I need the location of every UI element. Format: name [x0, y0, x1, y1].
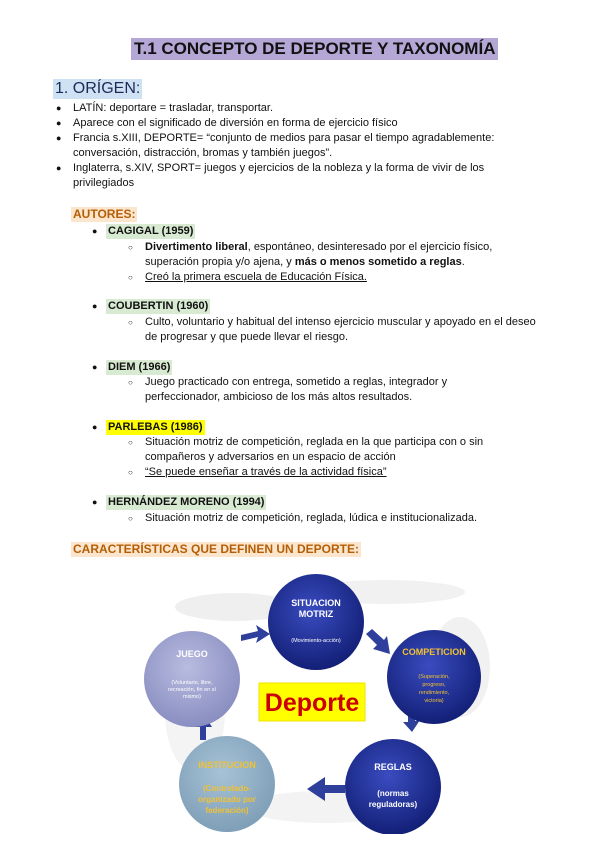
svg-text:(Controlado-: (Controlado- [203, 784, 251, 793]
sport-characteristics-diagram [140, 572, 500, 834]
bullet: ○ [128, 438, 133, 447]
cagigal-definition: Divertimento liberal, espontáneo, desinteresado por el ejercicio físico, superación propia y/o ajena, y más o menos sometido a reglas. [145, 241, 493, 268]
center-deporte-label [259, 683, 365, 721]
author-parlebas: PARLEBAS (1986) [108, 421, 203, 433]
svg-text:(Movimiento-acción): (Movimiento-acción) [291, 638, 341, 644]
svg-text:(Voluntario, libre,: (Voluntario, libre, [171, 680, 213, 686]
list-item: ● Aparece con el significado de diversión en forma de ejercicio físico [56, 117, 398, 129]
node-competicion [387, 630, 481, 724]
svg-text:(Superación,: (Superación, [418, 674, 450, 680]
svg-text:reguladoras): reguladoras) [368, 800, 418, 809]
author-cagigal: CAGIGAL (1959) [108, 225, 194, 237]
bullet: ● [56, 118, 62, 128]
parlebas-definition: Situación motriz de competición, reglada en la que participa con o sin compañeros y adversarios en un espacio de acción [145, 436, 484, 463]
bullet: ○ [128, 468, 133, 477]
svg-text:progreso,: progreso, [422, 682, 446, 688]
svg-text:JUEGO: JUEGO [176, 649, 208, 659]
svg-text:mismo): mismo) [182, 694, 202, 700]
svg-text:victoria): victoria) [424, 698, 444, 704]
bullet: ● [92, 422, 98, 432]
origin-heading: 1. ORÍGEN: [55, 80, 141, 97]
svg-text:INSTITUCION: INSTITUCION [198, 760, 256, 770]
list-item: ● Francia s.XIII, DEPORTE= “conjunto de medios para pasar el tiempo agradablemente: conversación, distracción, bromas y también juegos”. [56, 132, 495, 159]
coubertin-definition: Culto, voluntario y habitual del intenso ejercicio muscular y apoyado en el deseo de progresar y que puede llevar el riesgo. [145, 316, 536, 343]
svg-text:COMPETICION: COMPETICION [402, 647, 466, 657]
bullet: ● [92, 362, 98, 372]
arrow-situacion-to-competicion [366, 629, 390, 654]
cagigal-note: Creó la primera escuela de Educación Física. [145, 271, 367, 283]
arrow-juego-to-situacion [241, 625, 270, 643]
author-coubertin: COUBERTIN (1960) [108, 300, 209, 312]
origin-list [56, 101, 546, 191]
bullet: ○ [128, 378, 133, 387]
bullet: ● [92, 497, 98, 507]
svg-text:organizado por: organizado por [198, 795, 256, 804]
node-reglas [345, 739, 441, 834]
svg-text:recreación, fin en sí: recreación, fin en sí [168, 687, 216, 693]
svg-text:SITUACION: SITUACION [291, 598, 341, 608]
bullet: ● [92, 226, 98, 236]
bullet: ● [56, 103, 62, 113]
svg-text:REGLAS: REGLAS [374, 762, 412, 772]
author-hernandez: HERNÁNDEZ MORENO (1994) [108, 496, 265, 508]
svg-text:rendimiento,: rendimiento, [418, 690, 450, 696]
bullet: ● [56, 163, 62, 173]
svg-text:federación): federación) [205, 806, 249, 815]
parlebas-quote: “Se puede enseñar a través de la actividad física” [145, 466, 387, 478]
authors-heading: AUTORES: [73, 207, 136, 221]
bullet: ○ [128, 243, 133, 252]
bullet: ○ [128, 514, 133, 523]
diem-definition: Juego practicado con entrega, sometido a reglas, integrador y perfeccionador, ambicioso de los más altos resultados. [145, 376, 448, 403]
list-item: ● Inglaterra, s.XIV, SPORT= juegos y ejercicios de la nobleza y la forma de vivir de los privilegiados [56, 162, 485, 189]
node-institucion [179, 736, 275, 832]
list-item: ● LATÍN: deportare = trasladar, transportar. [56, 102, 274, 114]
author-diem: DIEM (1966) [108, 361, 171, 373]
node-juego [144, 631, 240, 727]
features-heading: CARACTERÍSTICAS QUE DEFINEN UN DEPORTE: [73, 542, 360, 556]
svg-text:MOTRIZ: MOTRIZ [298, 609, 334, 619]
bullet: ● [56, 133, 62, 143]
bullet: ● [92, 301, 98, 311]
hernandez-definition: Situación motriz de competición, reglada, lúdica e institucionalizada. [145, 512, 478, 524]
svg-text:(normas: (normas [377, 789, 409, 798]
svg-text:Deporte: Deporte [264, 689, 360, 717]
bullet: ○ [128, 273, 133, 282]
bullet: ○ [128, 318, 133, 327]
page-title: T.1 CONCEPTO DE DEPORTE Y TAXONOMÍA [131, 38, 498, 60]
node-situacion [268, 574, 364, 670]
